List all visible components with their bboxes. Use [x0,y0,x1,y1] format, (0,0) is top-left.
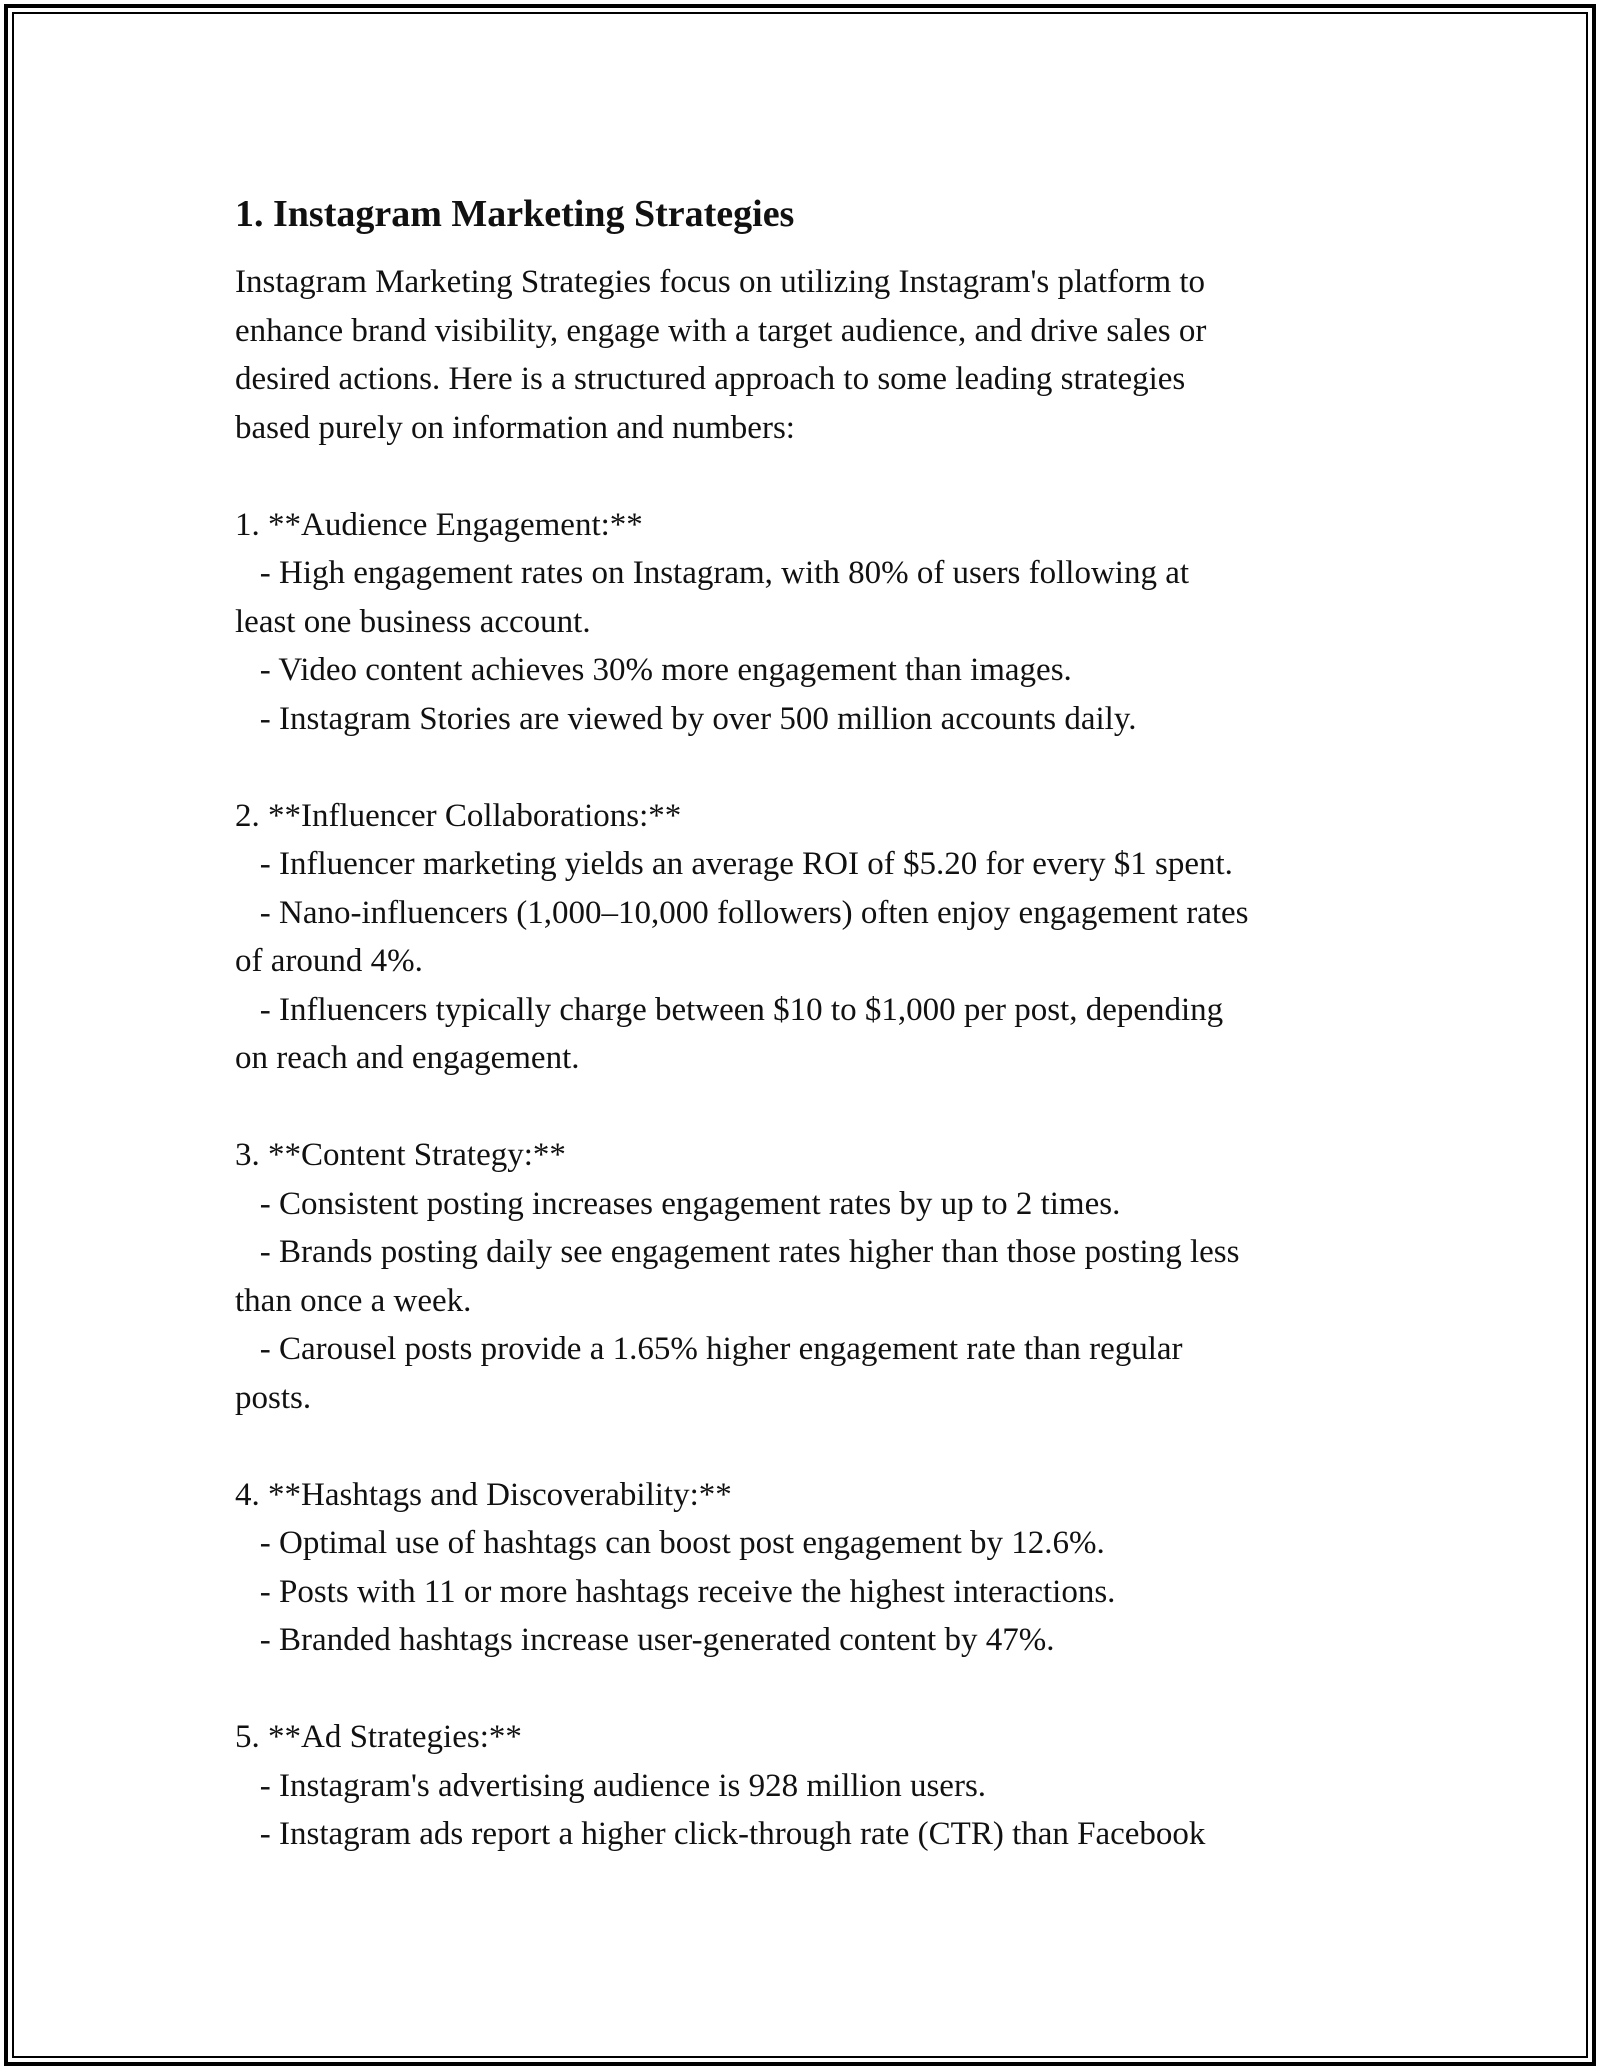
document-body: Instagram Marketing Strategies focus on utilizing Instagram's platform to enhance brand visibility, engage with a target audience, and drive sales or desired actions. Here is a structured approach to some leading strategies based purely on information and numbers: 1. **Audience Engagement:** - High engagement rates on Instagram, with 80% of users following at least one business account. - Video content achieves 30% more engagement than images. - Instagram Stories are viewed by over 500 million accounts daily. 2. **Influencer Collaborations:** - Influencer marketing yields an average ROI of $5.20 for every $1 spent. - Nano-influencers (1,000–10,000 followers) often enjoy engagement rates of around 4%. - Influencers typically charge between $10 to $1,000 per post, depending on reach and engagement. 3. **Content Strategy:** - Consistent posting increases engagement rates by up to 2 times. - Brands posting daily see engagement rates higher than those posting less than once a week. - Carousel posts provide a 1.65% higher engagement rate than regular posts. 4. **Hashtags and Discoverability:** - Optimal use of hashtags can boost post engagement by 12.6%. - Posts with 11 or more hashtags receive the highest interactions. - Branded hashtags increase user-generated content by 47%. 5. **Ad Strategies:** - Instagram's advertising audience is 928 million users. - Instagram ads report a higher click-through rate (CTR) than Facebook [235,264,1249,1852]
document-title: 1. Instagram Marketing Strategies [235,193,795,235]
document-content [235,184,1375,1859]
